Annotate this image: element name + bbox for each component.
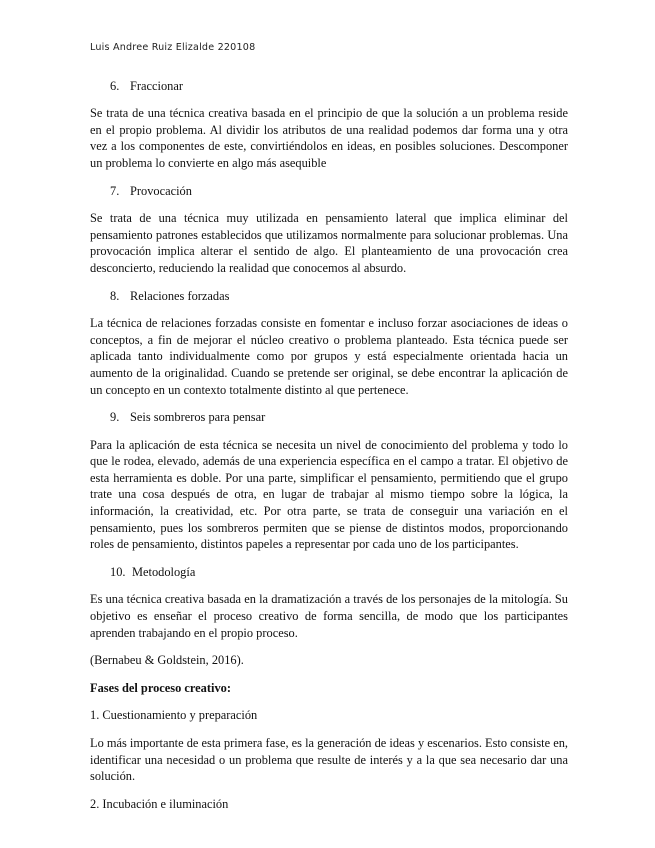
list-heading-fraccionar [90,78,568,95]
phase-heading-1: 1. Cuestionamiento y preparación [90,708,258,723]
list-title: Relaciones forzadas [130,288,230,303]
page-header-author: Luis Andree Ruiz Elizalde 220108 [90,42,256,53]
paragraph-relaciones-forzadas: La técnica de relaciones forzadas consiste en fomentar e incluso forzar asociaciones de ideas o conceptos, a fin de mejorar el núcleo creativo o problema planteado. Esta técnica puede ser aplicada tanto individualmente como por grupos y está especialmente orientada hacia un aumento de la originalidad. Cuando se pretende ser original, se debe encontrar la aplicación de un concepto en un contexto totalmente distinto al que pertenece. [90,316,568,397]
list-heading-metodologia [90,564,568,581]
paragraph-phase-1: Lo más importante de esta primera fase, es la generación de ideas y escenarios. Esto consiste en, identificar una necesidad o un problema que resulte de interés y a la que sea necesario dar una solución. [90,736,568,784]
section-title-fases: Fases del proceso creativo: [90,680,231,695]
list-heading-seis-sombreros [90,409,568,426]
list-number: 8. [110,288,120,303]
paragraph-provocacion: Se trata de una técnica muy utilizada en pensamiento lateral que implica eliminar del pensamiento patrones establecidos que utilizamos normalmente para solucionar problemas. Una provocación implica alterar el sentido de algo. El planteamiento de una provocación crea desconcierto, reduciendo la realidad que conocemos al absurdo. [90,211,568,275]
citation: (Bernabeu & Goldstein, 2016). [90,653,244,668]
list-title: Provocación [130,183,192,198]
list-title: Seis sombreros para pensar [130,410,266,425]
list-title: Fraccionar [130,78,183,93]
phase-heading-2: 2. Incubación e iluminación [90,796,229,811]
list-heading-relaciones-forzadas [90,288,568,305]
paragraph-seis-sombreros: Para la aplicación de esta técnica se necesita un nivel de conocimiento del problema y todo lo que le rodea, elevado, además de una experiencia específica en el campo a tratar. El objetivo de esta herramienta es doble. Por una parte, simplificar el pensamiento, permitiendo que el grupo trate una cosa después de otra, en lugar de trabajar al mismo tiempo sobre la lógica, la información, la creatividad, etc. Por otra parte, se trata de conseguir una variación en el pensamiento, pues los sombreros permiten que se piense de distintos modos, proporcionando roles de pensamiento, distintos papeles a representar por cada uno de los participantes. [90,437,568,552]
list-title: Metodología [132,564,196,579]
paragraph-metodologia: Es una técnica creativa basada en la dramatización a través de los personajes de la mitología. Su objetivo es enseñar el proceso creativo de forma sencilla, de modo que los participantes aprenden trabajando en el propio proceso. [90,592,568,640]
list-number: 7. [110,183,120,198]
list-number: 10. [110,564,126,579]
list-number: 9. [110,410,120,425]
list-number: 6. [110,78,120,93]
list-heading-provocacion [90,183,568,200]
paragraph-fraccionar: Se trata de una técnica creativa basada en el principio de que la solución a un problema reside en el propio problema. Al dividir los atributos de una realidad podemos dar forma una y otra vez a los componentes de este, convirtiéndolos en ideas, en posibles soluciones. Descomponer un problema lo convierte en algo más asequible [90,106,568,170]
